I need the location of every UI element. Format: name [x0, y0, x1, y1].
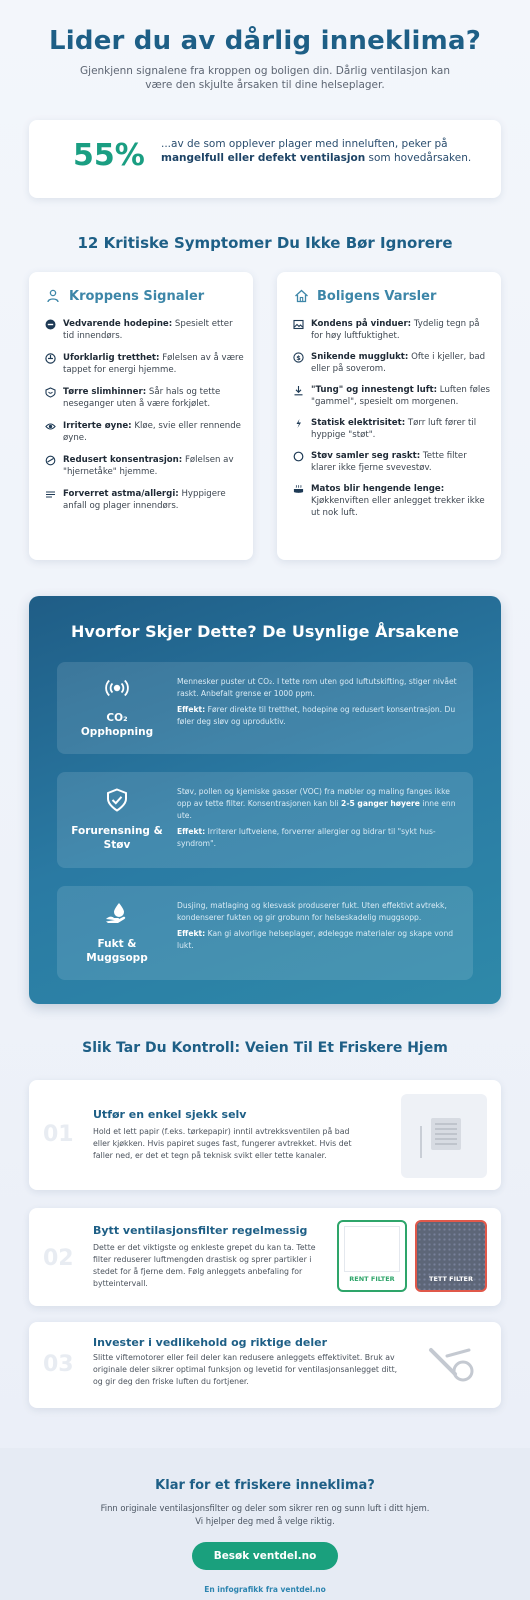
cause-text: Mennesker puster ut CO₂. I tette rom uten god luftutskifting, stiger nivået raskt. Anbefalt grense er 1000 ppm.	[177, 677, 457, 698]
brain-icon	[45, 455, 56, 466]
person-icon	[45, 288, 61, 304]
stat-text	[161, 137, 481, 165]
credit-link[interactable]: En infografikk fra ventdel.no	[204, 1585, 326, 1594]
step-text: Slitte viftemotorer eller feil deler kan redusere anleggets effektivitet. Bruk av originale deler sikrer optimal funksjon og levetid for ventilasjonsanlegget ditt, og gir deg den friske luften du fortjener.	[93, 1353, 398, 1386]
item-text: Tørr luft fører til hyppige "støt".	[311, 418, 477, 440]
clean-filter	[337, 1220, 407, 1292]
eye-icon	[45, 421, 56, 432]
list-item	[293, 384, 493, 408]
step-number: 02	[43, 1246, 74, 1271]
cause-moisture-label	[57, 886, 177, 980]
cause-name	[86, 937, 147, 965]
broadcast-icon	[105, 677, 129, 703]
item-text: Ofte i kjeller, bad eller på soverom.	[311, 352, 486, 374]
arrow-down-icon	[293, 385, 304, 396]
cause-text	[177, 786, 459, 822]
cause-name	[81, 711, 153, 739]
item-label: "Tung" og innestengt luft:	[311, 385, 438, 395]
body-signals-card	[29, 272, 253, 560]
item-text: Luften føles "gammel", spesielt om morgenen.	[311, 385, 491, 407]
cause-text-bold: 2-5 ganger høyere	[341, 799, 420, 808]
step-number: 01	[43, 1122, 74, 1147]
step-text: Hold et lett papir (f.eks. tørkepapir) inntil avtrekksventilen på bad eller kjøkken. Hvis papiret suges fast, fungerer avtrekket. Hvis det faller ned, er det et tegn på teknisk svikt eller tette kanaler.	[93, 1127, 352, 1160]
cause-description	[177, 786, 459, 854]
step-card	[29, 1080, 501, 1190]
stat-text-pre: ...av de som opplever plager med inneluften, peker på	[161, 138, 448, 150]
item-label: Redusert konsentrasjon:	[63, 455, 183, 465]
cause-text: Dusjing, matlaging og klesvask produserer fukt. Uten effektivt avtrekk, kondenserer fukten og gir grobunn for helseskadelig muggsopp.	[177, 901, 447, 922]
causes-title: Hvorfor Skjer Dette? De Usynlige Årsakene	[71, 622, 459, 641]
header	[0, 0, 530, 108]
cause-name-line1: Forurensning &	[71, 825, 163, 837]
battery-low-icon	[45, 353, 56, 364]
item-label: Snikende mugglukt:	[311, 352, 409, 362]
effect-text: Kan gi alvorlige helseplager, ødelegge materialer og skape vond lukt.	[177, 929, 454, 950]
lines-icon	[45, 489, 56, 500]
cause-effect	[177, 826, 459, 850]
cause-name-line1: Fukt &	[97, 938, 137, 950]
item-text: Kjøkkenviften eller anlegget trekker ikke ut nok luft.	[311, 496, 485, 518]
dollar-circle-icon	[293, 352, 304, 363]
causes-panel	[29, 596, 501, 1004]
step-number: 03	[43, 1352, 74, 1377]
cause-effect	[177, 704, 459, 728]
item-text: Kløe, svie eller rennende øyne.	[63, 421, 241, 443]
wrench-icon	[425, 1344, 481, 1388]
item-label: Vedvarende hodepine:	[63, 319, 173, 329]
cause-pollution-label	[57, 772, 177, 868]
cause-name-line2: Muggsopp	[86, 952, 148, 964]
list-item	[45, 352, 245, 376]
page-title: Lider du av dårlig inneklima?	[49, 26, 481, 56]
clean-filter-image	[344, 1226, 400, 1272]
item-label: Tørre slimhinner:	[63, 387, 147, 397]
home-warnings-heading: Boligens Varsler	[317, 288, 437, 304]
body-signals-list	[45, 318, 245, 512]
step-title: Invester i vedlikehold og riktige deler	[93, 1336, 328, 1349]
house-icon	[293, 288, 309, 304]
item-label: Kondens på vinduer:	[311, 319, 412, 329]
item-text: Følelsen av å være tappet for energi hjemme.	[63, 353, 244, 375]
item-text: Følelsen av "hjernetåke" hjemme.	[63, 455, 234, 477]
clean-filter-label: RENT FILTER	[349, 1275, 395, 1283]
list-item	[45, 454, 245, 478]
cause-name-line2: Støv	[103, 839, 131, 851]
cause-co2-label	[57, 662, 177, 754]
home-warnings-header	[293, 286, 436, 306]
cause-effect	[177, 928, 459, 952]
dirty-filter	[415, 1220, 487, 1292]
shield-check-icon	[105, 788, 129, 816]
effect-label: Effekt:	[177, 705, 206, 714]
dirty-filter-label: TETT FILTER	[429, 1275, 473, 1283]
item-label: Forverret astma/allergi:	[63, 489, 179, 499]
list-item	[293, 417, 493, 441]
step-title: Utfør en enkel sjekk selv	[93, 1108, 247, 1121]
stat-number: 55%	[73, 138, 145, 173]
list-item	[293, 318, 493, 342]
item-label: Statisk elektrisitet:	[311, 418, 406, 428]
list-item	[45, 420, 245, 444]
step-text: Dette er det viktigste og enkleste grepet du kan ta. Tette filter reduserer luftmengden drastisk og sprer partikler i stedet for å fjerne dem. Følg anleggets anbefaling for bytteintervall.	[93, 1243, 316, 1288]
cause-name-line1: CO₂	[106, 712, 128, 724]
cause-text-pre: Støv, pollen og kjemiske gasser (VOC) fra møbler og maling fanges ikke opp av tette filter. Konsentrasjonen kan bli	[177, 787, 450, 808]
item-label: Irriterte øyne:	[63, 421, 132, 431]
list-item	[45, 318, 245, 342]
body-signals-heading: Kroppens Signaler	[69, 288, 205, 304]
stat-text-post: som hovedårsaken.	[365, 152, 472, 164]
cause-name-line2: Opphopning	[80, 726, 154, 738]
item-label: Støv samler seg raskt:	[311, 451, 421, 461]
item-text: Tette filter klarer ikke fjerne svevestøv.	[311, 451, 467, 473]
hand-drop-icon	[104, 901, 130, 929]
cta-text: Finn originale ventilasjonsfilter og deler som sikrer ren og sunn luft i ditt hjem. Vi hjelper deg med å velge riktig.	[100, 1503, 430, 1526]
spark-icon	[293, 418, 304, 429]
item-text: Hyppigere anfall og plager innendørs.	[63, 489, 226, 511]
visit-ventdel-button[interactable]: Besøk ventdel.no	[192, 1542, 338, 1570]
list-item	[45, 386, 245, 410]
minus-circle-icon	[45, 319, 56, 330]
cause-text-post: inne enn ute.	[177, 799, 456, 820]
item-text: Sår hals og tette neseganger uten å være forkjølet.	[63, 387, 221, 409]
shield-heart-icon	[45, 387, 56, 398]
item-label: Matos blir hengende lenge:	[311, 484, 445, 494]
step-card	[29, 1208, 501, 1306]
home-warnings-list	[293, 318, 493, 519]
body-signals-header	[45, 286, 204, 306]
effect-label: Effekt:	[177, 827, 206, 836]
list-item	[293, 450, 493, 474]
list-item	[293, 483, 493, 519]
svg-text:$: $	[296, 354, 301, 362]
step-card	[29, 1322, 501, 1408]
item-text: Tydelig tegn på for høy luftfuktighet.	[311, 319, 480, 341]
stat-text-bold: mangelfull eller defekt ventilasjon	[161, 152, 366, 164]
page-subtitle: Gjenkjenn signalene fra kroppen og boligen din. Dårlig ventilasjon kan være den skjulte årsaken til dine helseplager.	[80, 65, 450, 91]
cause-moisture	[57, 886, 473, 980]
window-icon	[293, 319, 304, 330]
cause-description	[177, 676, 459, 732]
cause-pollution	[57, 772, 473, 868]
step-title: Bytt ventilasjonsfilter regelmessig	[93, 1224, 308, 1237]
list-item	[45, 488, 245, 512]
effect-label: Effekt:	[177, 929, 206, 938]
steps-title: Slik Tar Du Kontroll: Veien Til Et Friskere Hjem	[82, 1040, 448, 1056]
vent-paper-icon	[401, 1094, 487, 1178]
cause-name	[71, 824, 163, 852]
home-warnings-card	[277, 272, 501, 560]
list-item	[293, 351, 493, 375]
stat-card	[29, 120, 501, 198]
symptoms-title: 12 Kritiske Symptomer Du Ikke Bør Ignorere	[77, 234, 453, 252]
pot-icon	[293, 484, 304, 495]
cta-title: Klar for et friskere inneklima?	[155, 1478, 375, 1493]
cause-co2	[57, 662, 473, 754]
circle-icon	[293, 451, 304, 462]
effect-text: Irriterer luftveiene, forverrer allergier og bidrar til "sykt hus-syndrom".	[177, 827, 436, 848]
item-text: Spesielt etter tid innendørs.	[63, 319, 233, 341]
item-label: Uforklarlig tretthet:	[63, 353, 160, 363]
cause-description	[177, 900, 459, 956]
effect-text: Fører direkte til tretthet, hodepine og redusert konsentrasjon. Du føler deg sløv og uproduktiv.	[177, 705, 456, 726]
